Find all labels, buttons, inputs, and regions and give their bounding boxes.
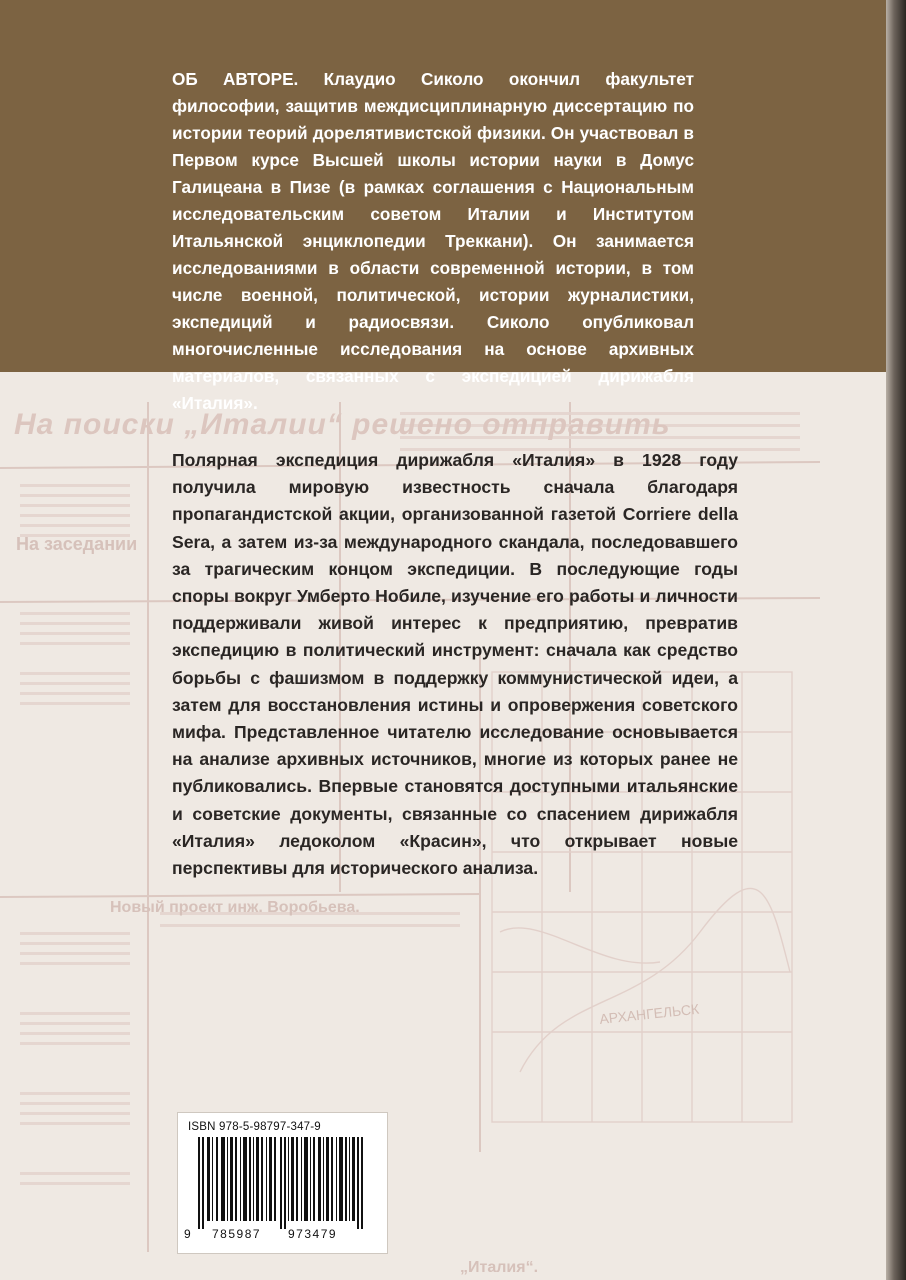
barcode-bars <box>188 1137 378 1229</box>
news-subhead-1: На заседании <box>16 534 138 554</box>
barcode-digit-first: 9 <box>184 1227 193 1241</box>
news-subhead-2: Новый проект инж. Воробьева. <box>110 899 360 916</box>
author-heading: ОБ АВТОРЕ. <box>172 69 299 89</box>
author-band <box>0 0 886 413</box>
news-map-label: АРХАНГЕЛЬСК <box>598 1000 700 1027</box>
barcode-digits-right: 973479 <box>288 1227 338 1241</box>
annotation-text: Полярная экспедиция дирижабля «Италия» в 1928 году получила мировую известность сначала благодаря пропагандистской акции, организованной газетой Corriere della Sera, а затем из-за международного скандала, последовавшего за трагическим концом экспедиции. В последующие годы споры вокруг Умберто Нобиле, изучение его работы и личности поддерживали живой интерес к предприятию, превратив экспедицию в политический инструмент: сначала как средство борьбы с фашизмом в поддержку коммунистической идеи, а затем для восстановления истины и опровержения советского мифа. Представленное читателю исследование основывается на анализе архивных источников, многие из которых ранее не публиковались. Впервые становятся доступными итальянские и советские документы, связанные со спасением дирижабля «Италия» ледоколом «Красин», что открывает новые перспективы для исторического анализа. <box>172 450 738 879</box>
barcode-digits-left: 785987 <box>212 1227 262 1241</box>
news-bottom-word: „Италия“. <box>460 1259 539 1276</box>
author-bio-text: Клаудио Сиколо окончил факультет философии, защитив междисциплинарную диссертацию по истории теорий дорелятивистской физики. Он участвовал в Первом курсе Высшей школы истории науки в Домус Галицеана в Пизе (в рамках соглашения с Национальным исследовательским советом Италии и Институтом Итальянской энциклопедии Треккани). Он занимается исследованиями в области современной истории, в том числе военной, политической, истории журналистики, экспедиций и радиосвязи. Сиколо опубликовал многочисленные исследования на основе архивных материалов, связанных с экспедицией дирижабля «Италия». <box>172 69 694 413</box>
isbn-label: ISBN 978-5-98797-347-9 <box>188 1121 321 1133</box>
isbn-barcode <box>177 1112 388 1254</box>
author-bio <box>172 66 694 417</box>
news-headline: На поиски „Италии“ решено отправить <box>14 408 671 441</box>
cover-spine-edge <box>886 0 906 1280</box>
